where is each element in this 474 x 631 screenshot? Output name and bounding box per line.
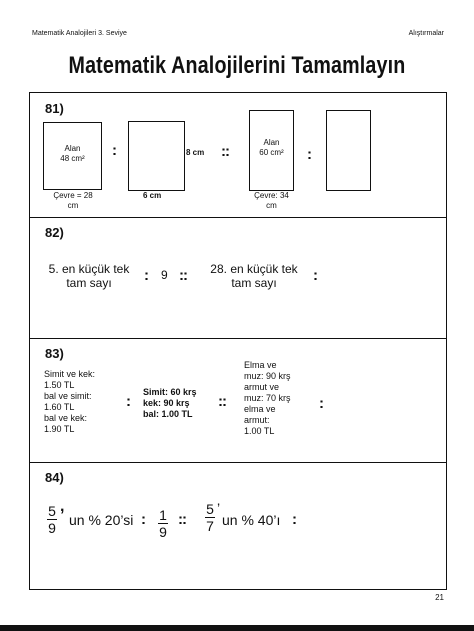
text-line: muz: 70 krş — [244, 393, 291, 403]
rect3-perimeter: Çevre: 34 — [254, 191, 289, 200]
rectangle-3 — [249, 110, 294, 191]
question-number: 82) — [45, 225, 64, 240]
double-colon-symbol: :: — [218, 393, 226, 410]
question-82 — [30, 217, 446, 339]
double-colon-symbol: :: — [178, 511, 186, 528]
rect1-perimeter-unit: cm — [67, 201, 79, 210]
rect2-bottom-label: 6 cm — [143, 191, 162, 200]
fraction-5-9 — [47, 504, 57, 535]
term-right-line1: 28. en küçük tek — [210, 262, 298, 276]
text-line: bal: 1.00 TL — [143, 409, 193, 419]
fraction3-suffix: un % 40’ı — [222, 512, 281, 528]
comma-symbol: , — [60, 498, 65, 515]
text-line: 1.50 TL — [44, 380, 75, 390]
rect3-perimeter-unit: cm — [266, 201, 277, 210]
text-line: bal ve kek: — [44, 413, 88, 423]
denominator: 9 — [48, 520, 56, 536]
double-colon-symbol: :: — [179, 267, 187, 284]
rectangle-4-blank — [326, 110, 371, 191]
rect3-label: Alan — [263, 138, 280, 147]
apostrophe-symbol: ’ — [217, 500, 221, 516]
text-line: armut: — [244, 415, 270, 425]
fraction-1-9 — [158, 508, 168, 539]
colon-symbol: : — [292, 511, 297, 528]
right-price-list — [244, 360, 291, 437]
text-line: muz: 90 krş — [244, 371, 291, 381]
text-line: Simit: 60 krş — [143, 387, 197, 397]
text-line: armut ve — [244, 382, 280, 392]
footer-bar — [0, 625, 474, 631]
question-81 — [30, 93, 446, 218]
term-right-line2: tam sayı — [231, 276, 277, 290]
text-line: Elma ve — [244, 360, 277, 370]
rectangle-2 — [128, 121, 185, 191]
denominator: 9 — [159, 524, 167, 540]
denominator: 7 — [206, 518, 214, 534]
numerator: 1 — [159, 507, 167, 523]
numerator: 5 — [48, 503, 56, 519]
fraction-5-7 — [205, 502, 215, 533]
colon-symbol: : — [313, 267, 318, 284]
question-number: 84) — [45, 470, 64, 485]
text-line: kek: 90 krş — [143, 398, 190, 408]
page-title: Matematik Analojilerini Tamamlayın — [68, 52, 406, 79]
fraction1-suffix: un % 20’si — [69, 512, 134, 528]
question-84 — [30, 462, 446, 589]
text-line: bal ve simit: — [44, 391, 92, 401]
colon-symbol: : — [141, 511, 146, 528]
rect2-side-label: 8 cm — [186, 148, 205, 157]
text-line: 1.90 TL — [44, 424, 75, 434]
question-83 — [30, 338, 446, 463]
term-left-line2: tam sayı — [66, 276, 112, 290]
exercise-frame — [29, 92, 447, 590]
middle-price-list — [143, 387, 197, 420]
rect1-label: Alan — [64, 144, 81, 153]
rect1-area: 48 cm² — [60, 154, 85, 163]
page-number: 21 — [435, 593, 444, 602]
rectangle-1 — [43, 122, 102, 190]
left-price-list — [44, 369, 95, 435]
question-number: 81) — [45, 101, 64, 116]
question-number: 83) — [45, 346, 64, 361]
text-line: Simit ve kek: — [44, 369, 96, 379]
colon-symbol: : — [112, 142, 117, 159]
rect1-perimeter: Çevre = 28 — [53, 191, 93, 200]
colon-symbol: : — [126, 393, 131, 410]
text-line: 1.00 TL — [244, 426, 275, 436]
header-right-text: Alıştırmalar — [408, 30, 444, 37]
double-colon-symbol: :: — [221, 143, 229, 160]
colon-symbol: : — [144, 267, 149, 284]
text-line: elma ve — [244, 404, 276, 414]
colon-symbol: : — [307, 146, 312, 163]
term-value: 9 — [161, 268, 168, 282]
rect3-area: 60 cm² — [259, 148, 284, 157]
colon-symbol: : — [319, 395, 324, 412]
text-line: 1.60 TL — [44, 402, 75, 412]
header-left-text: Matematik Analojileri 3. Seviye — [32, 30, 127, 37]
term-left-line1: 5. en küçük tek — [48, 262, 130, 276]
numerator: 5 — [206, 501, 214, 517]
